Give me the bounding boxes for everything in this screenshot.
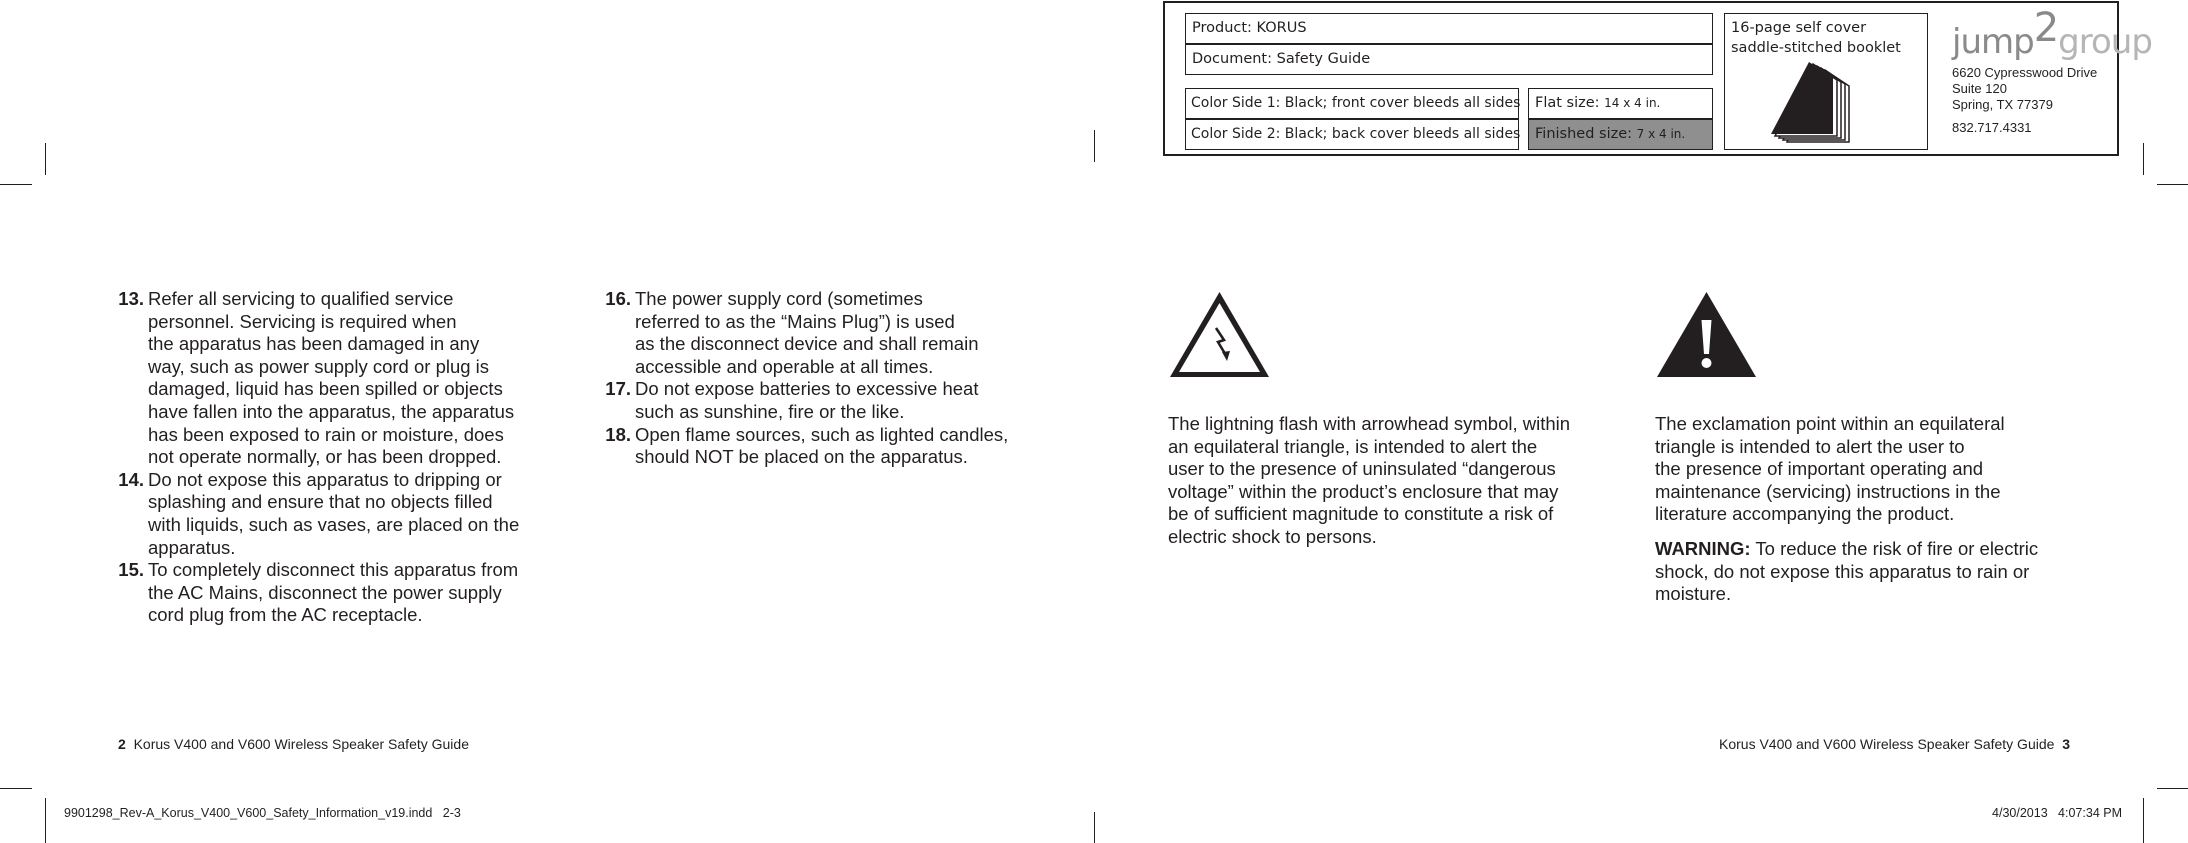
item-line: Refer all servicing to qualified service (148, 288, 454, 309)
flat-size-label: Flat size: (1535, 95, 1600, 111)
address-line-2: Suite 120 (1952, 81, 2007, 96)
middle-safety-list (605, 288, 1045, 469)
crop-mark (45, 143, 46, 175)
item-number: 17. (605, 378, 631, 400)
color-side-1-label: Color Side 1: Black; front cover bleeds all sides (1191, 95, 1521, 111)
paragraph-line: user to the presence of uninsulated “dangerous (1168, 458, 1556, 480)
paragraph-line: the presence of important operating and (1655, 458, 1984, 480)
item-line: damaged, liquid has been spilled or objects (148, 378, 503, 400)
crop-mark (0, 788, 32, 789)
warning-paragraph (1655, 538, 2105, 606)
item-line: accessible and operable at all times. (635, 355, 934, 377)
job-info-box (1163, 1, 2152, 156)
list-item (605, 424, 1045, 469)
logo-two-text: 2 (2033, 5, 2059, 51)
product-cell (1185, 13, 1713, 44)
document-cell (1185, 44, 1713, 75)
logo-block (1952, 5, 2152, 136)
warning-line-2: shock, do not expose this apparatus to rain or (1655, 560, 2030, 582)
lightning-warning-icon (1168, 290, 1271, 380)
paragraph-line: electric shock to persons. (1168, 525, 1377, 547)
item-line: Do not expose batteries to excessive heat (635, 378, 979, 400)
color-side-2-cell (1185, 119, 1519, 150)
item-line: cord plug from the AC receptacle. (148, 604, 423, 626)
item-line: not operate normally, or has been dropped. (148, 446, 502, 468)
item-number: 14. (118, 468, 144, 490)
booklet-line-2: saddle-stitched booklet (1731, 40, 1901, 56)
item-line: referred to as the “Mains Plug”) is used (635, 310, 955, 332)
crop-mark (1094, 130, 1095, 162)
list-item (118, 559, 558, 627)
lightning-description (1168, 413, 1618, 549)
address-line-3: Spring, TX 77379 (1952, 97, 2053, 112)
crop-mark (2143, 798, 2144, 843)
item-number: 16. (605, 288, 631, 309)
item-line: as the disconnect device and shall remain (635, 333, 979, 355)
flat-size-value: 14 x 4 in. (1604, 96, 1661, 110)
page-number-left: 2 (118, 736, 126, 752)
logo-jump-text: jump (1952, 22, 2034, 62)
booklet-icon (1765, 62, 1875, 148)
list-item (605, 288, 1045, 378)
crop-mark (2143, 143, 2144, 175)
color-side-2-label: Color Side 2: Black; back cover bleeds all sides (1191, 126, 1521, 142)
paragraph-line: an equilateral triangle, is intended to alert the (1168, 435, 1538, 457)
booklet-cell (1724, 13, 1928, 150)
footer-right (1719, 736, 2070, 752)
color-side-1-cell (1185, 88, 1519, 119)
item-line: way, such as power supply cord or plug is (148, 355, 490, 377)
item-line: the apparatus has been damaged in any (148, 333, 480, 355)
item-line: Do not expose this apparatus to dripping or (148, 468, 502, 490)
paragraph-line: maintenance (servicing) instructions in the (1655, 480, 2001, 502)
document-label: Document: Safety Guide (1192, 51, 1371, 67)
date-slug: 4/30/2013 4:07:34 PM (1992, 806, 2122, 820)
paragraph-line: The exclamation point within an equilateral (1655, 413, 2005, 434)
item-line: apparatus. (148, 536, 236, 558)
paragraph-line: be of sufficient magnitude to constitute a risk of (1168, 503, 1554, 525)
warning-line-3: moisture. (1655, 583, 1732, 605)
item-line: Open flame sources, such as lighted candles, (635, 423, 1009, 445)
item-line: have fallen into the apparatus, the apparatus (148, 400, 515, 422)
booklet-line-1: 16-page self cover (1731, 20, 1867, 36)
file-slug: 9901298_Rev-A_Korus_V400_V600_Safety_Information_v19.indd 2-3 (64, 806, 461, 820)
item-line: has been exposed to rain or moisture, does (148, 423, 504, 445)
footer-left-title: Korus V400 and V600 Wireless Speaker Safety Guide (133, 736, 469, 752)
product-label: Product: KORUS (1192, 20, 1307, 36)
crop-mark (2157, 788, 2188, 789)
address (1952, 65, 2112, 136)
exclamation-warning-icon (1655, 290, 1758, 380)
item-line: such as sunshine, fire or the like. (635, 400, 905, 422)
item-number: 18. (605, 423, 631, 445)
list-item (605, 378, 1045, 423)
jump2group-logo (1952, 5, 2152, 63)
warning-line-1: To reduce the risk of fire or electric (1750, 538, 2039, 559)
paragraph-line: triangle is intended to alert the user to (1655, 435, 1965, 457)
item-line: the AC Mains, disconnect the power supply (148, 581, 502, 603)
crop-mark (0, 184, 32, 185)
paragraph-line: literature accompanying the product. (1655, 503, 1955, 525)
list-item (118, 288, 558, 469)
crop-mark (2157, 184, 2188, 185)
paragraph-line: voltage” within the product’s enclosure that may (1168, 480, 1559, 502)
warning-label: WARNING: (1655, 538, 1751, 559)
exclamation-description (1655, 413, 2105, 526)
finished-size-label: Finished size: (1535, 126, 1633, 142)
finished-size-cell (1528, 119, 1713, 150)
footer-left (118, 736, 469, 752)
crop-mark (45, 798, 46, 843)
list-item (118, 469, 558, 559)
address-line-1: 6620 Cypresswood Drive (1952, 65, 2098, 80)
item-number: 15. (118, 559, 144, 581)
footer-right-title: Korus V400 and V600 Wireless Speaker Safety Guide (1719, 736, 2055, 752)
item-line: with liquids, such as vases, are placed on the (148, 513, 520, 535)
flat-size-cell (1528, 88, 1713, 119)
item-line: should NOT be placed on the apparatus. (635, 446, 968, 468)
paragraph-line: The lightning flash with arrowhead symbol, within (1168, 413, 1571, 434)
item-line: splashing and ensure that no objects filled (148, 491, 493, 513)
crop-mark (1094, 812, 1095, 843)
logo-group-text: group (2058, 22, 2152, 62)
phone: 832.717.4331 (1952, 120, 2032, 135)
finished-size-value: 7 x 4 in. (1636, 127, 1686, 141)
left-safety-list (118, 288, 558, 627)
page-number-right: 3 (2062, 736, 2070, 752)
item-line: To completely disconnect this apparatus from (148, 559, 519, 581)
item-number: 13. (118, 288, 144, 309)
item-line: The power supply cord (sometimes (635, 288, 923, 309)
item-line: personnel. Servicing is required when (148, 310, 457, 332)
